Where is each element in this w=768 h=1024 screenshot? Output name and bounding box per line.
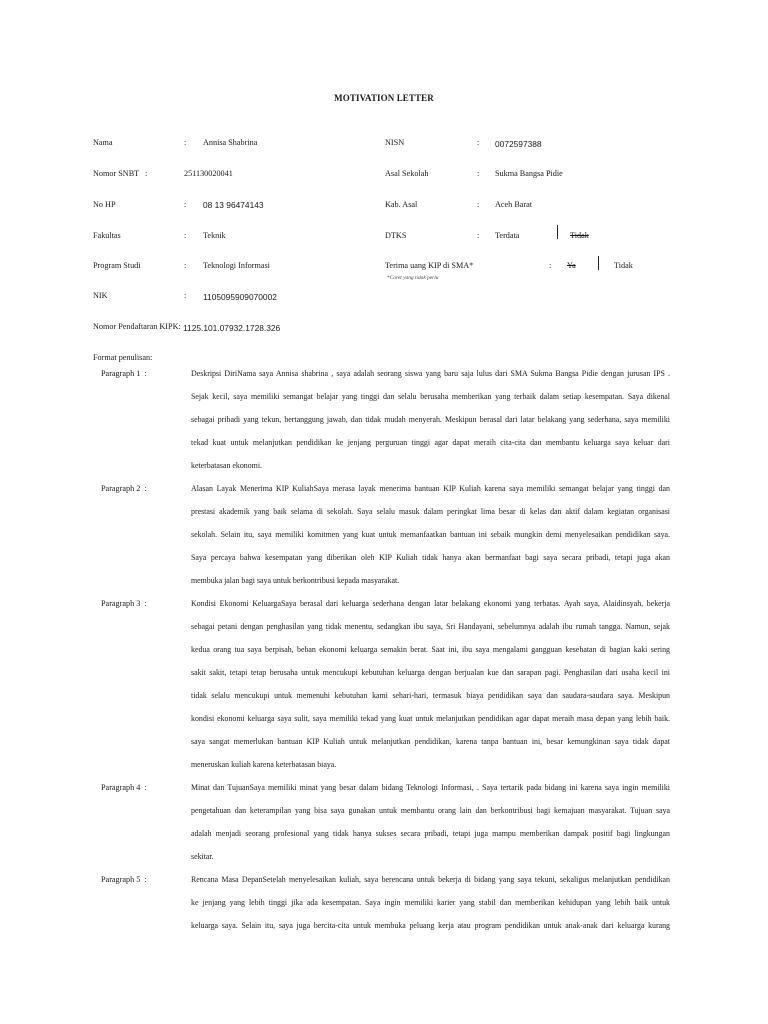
asal-sekolah-colon: : xyxy=(477,169,480,178)
nik-colon: : xyxy=(184,291,187,300)
nisn-colon: : xyxy=(477,138,480,147)
asal-sekolah-value: Sukma Bangsa Pidie xyxy=(495,169,563,178)
snbt-label: Nomor SNBT xyxy=(93,169,140,178)
kab-value: Aceh Barat xyxy=(495,200,533,209)
paragraph-1-line: sebagai pribadi yang tekun, bertanggung jawab, dan tidak mudah menyerah. Meskipun berasal dari latar belakang yang sederhana, saya memiliki xyxy=(191,415,670,424)
fakultas-value: Teknik xyxy=(203,231,226,240)
paragraph-1-line: keterbatasan ekonomi. xyxy=(191,461,262,470)
paragraph-1-line: tekad kuat untuk melanjutkan pendidikan ke jenjang perguruan tinggi agar dapat meraih cita-cita dan membantu keluarga saya keluar dari xyxy=(191,438,670,447)
prodi-label: Program Studi xyxy=(93,261,141,270)
paragraph-4-line: Minat dan TujuanSaya memiliki minat yang besar dalam bidang Teknologi Informasi, . Saya tertarik pada bidang ini karena saya ingin memiliki xyxy=(191,783,670,792)
dtks-option-terdata: Terdata xyxy=(495,231,520,240)
kip-sma-option-ya: Ya xyxy=(567,261,576,270)
nama-colon: : xyxy=(184,138,187,147)
paragraph-2-line: prestasi akademik yang baik selama di sekolah. Saya selalu masuk dalam peringkat lima besar di kelas dan aktif dalam kegiatan organisasi xyxy=(191,507,670,516)
paragraph-3-label: Paragraph 3 : xyxy=(101,599,147,608)
dtks-label: DTKS xyxy=(385,231,407,240)
nisn-value: 0072597388 xyxy=(495,139,542,149)
fakultas-label: Fakultas xyxy=(93,231,121,240)
paragraph-2-line: sekolah. Selain itu, saya memiliki komitmen yang kuat untuk memanfaatkan bantuan ini sebaik mungkin demi menyelesaikan pendidikan saya. xyxy=(191,530,670,539)
hp-value: 08 13 96474143 xyxy=(203,200,264,210)
paragraph-2-label: Paragraph 2 : xyxy=(101,484,147,493)
paragraph-1-label: Paragraph 1 : xyxy=(101,369,147,378)
paragraph-3-line: tidak selalu mencukupi untuk memenuhi kebutuhan kami sehari-hari, termasuk biaya pendidikan saya dan saudara-saudara saya. Meskipun xyxy=(191,691,670,700)
kip-sma-colon: : xyxy=(549,261,552,270)
paragraph-5-label: Paragraph 5 : xyxy=(101,875,147,884)
paragraph-2-line: Alasan Layak Menerima KIP KuliahSaya merasa layak menerima bantuan KIP Kuliah karena saya memiliki semangat belajar yang tinggi dan xyxy=(191,484,670,493)
kab-label: Kab. Asal xyxy=(385,200,418,209)
paragraph-3-line: sebagai petani dengan penghasilan yang tidak menentu, sedangkan ibu saya, Sri Handayani, sebelumnya adalah ibu rumah tangga. Namun, sejak xyxy=(191,622,670,631)
hp-label: No HP xyxy=(93,200,116,209)
paragraph-4-line: adalah menjadi seorang profesional yang tidak hanya sukses secara pribadi, tetapi juga mampu memberikan dampak positif bagi lingkungan xyxy=(191,829,670,838)
hp-colon: : xyxy=(184,200,187,209)
nik-value: 1105095909070002 xyxy=(203,292,277,302)
paragraph-1-line: Sejak kecil, saya memiliki semangat belajar yang tinggi dan selalu berusaha memberikan yang terbaik dalam setiap kesempatan. Saya dikenal xyxy=(191,392,670,401)
paragraph-2-line: Saya percaya bahwa kesempatan yang diberikan oleh KIP Kuliah tidak hanya akan bermanfaat bagi saya secara pribadi, tetapi juga akan xyxy=(191,553,670,562)
paragraph-1-line: Deskripsi DiriNama saya Annisa shabrina , saya adalah seorang siswa yang baru saja lulus dari SMA Sukma Bangsa Pidie dengan jurusan IPS . xyxy=(191,369,670,378)
paragraph-5-line: ke jenjang yang lebih tinggi jika ada kesempatan. Saya ingin memiliki karier yang stabil dan memberikan kehidupan yang lebih baik untuk xyxy=(191,898,670,907)
paragraph-3-line: saya sangat memerlukan bantuan KIP Kuliah untuk melanjutkan pendidikan, karena tanpa bantuan ini, besar kemungkinan saya tidak dapat xyxy=(191,737,670,746)
dtks-divider xyxy=(557,225,558,239)
snbt-colon: : xyxy=(145,169,148,178)
snbt-value: 251130020041 xyxy=(184,169,233,178)
dtks-colon: : xyxy=(477,231,480,240)
kip-sma-label: Terima uang KIP di SMA* xyxy=(385,261,474,270)
paragraph-5-line: keluarga saya. Selain itu, saya juga bercita-cita untuk membuka peluang kerja atau program pendidikan untuk anak-anak dari keluarga kurang xyxy=(191,921,670,930)
paragraph-4-line: sekitar. xyxy=(191,852,214,861)
dtks-option-tidak: Tidak xyxy=(570,231,589,240)
nama-label: Nama xyxy=(93,138,113,147)
paragraph-3-line: Kondisi Ekonomi KeluargaSaya berasal dari keluarga sederhana dengan latar belakang ekonomi yang terbatas. Ayah saya, Alaidinsyah, bekerja xyxy=(191,599,670,608)
paragraph-4-line: pengetahuan dan keterampilan yang bisa saya gunakan untuk membantu orang lain dan berkontribusi bagi kemajuan masyarakat. Tujuan saya xyxy=(191,806,670,815)
paragraph-3-line: kondisi ekonomi keluarga saya sulit, saya memiliki tekad yang kuat untuk melanjutkan pendidikan agar dapat meraih masa depan yang lebih baik. xyxy=(191,714,670,723)
paragraph-5-line: Rencana Masa DepanSetelah menyelesaikan kuliah, saya berencana untuk bekerja di bidang yang saya tekuni, sekaligus melanjutkan pendidikan xyxy=(191,875,670,884)
paragraph-3-line: meneruskan kuliah karena keterbatasan biaya. xyxy=(191,760,337,769)
kipk-value: 1125.101.07932.1728.326 xyxy=(183,323,281,333)
asal-sekolah-label: Asal Sekolah xyxy=(385,169,429,178)
kab-colon: : xyxy=(477,200,480,209)
nik-label: NIK xyxy=(93,291,108,300)
prodi-colon: : xyxy=(184,261,187,270)
kipk-label: Nomor Pendaftaran KIPK: xyxy=(93,322,181,331)
strike-note: *Coret yang tidak perlu xyxy=(387,275,439,281)
fakultas-colon: : xyxy=(184,231,187,240)
paragraph-3-line: kedua orang tua saya berpisah, beban ekonomi keluarga semakin berat. Saat ini, ibu saya mengalami gangguan kesehatan di bagian kaki sering xyxy=(191,645,670,654)
format-heading: Format penulisan: xyxy=(93,353,153,362)
nisn-label: NISN xyxy=(385,138,405,147)
letter-title: MOTIVATION LETTER xyxy=(334,93,434,103)
kip-sma-option-tidak: Tidak xyxy=(614,261,633,270)
kip-sma-divider xyxy=(598,256,599,270)
nama-value: Annisa Shabrina xyxy=(203,138,258,147)
prodi-value: Teknologi Informasi xyxy=(203,261,270,270)
paragraph-2-line: membuka jalan bagi saya untuk berkontribusi kepada masyarakat. xyxy=(191,576,400,585)
paragraph-4-label: Paragraph 4 : xyxy=(101,783,147,792)
paragraph-3-line: sakit sakit, tetapi tetap berusaha untuk mencukupi kebutuhan keluarga dengan berjualan kue dan sarapan pagi. Penghasilan dari usaha kecil ini xyxy=(191,668,670,677)
